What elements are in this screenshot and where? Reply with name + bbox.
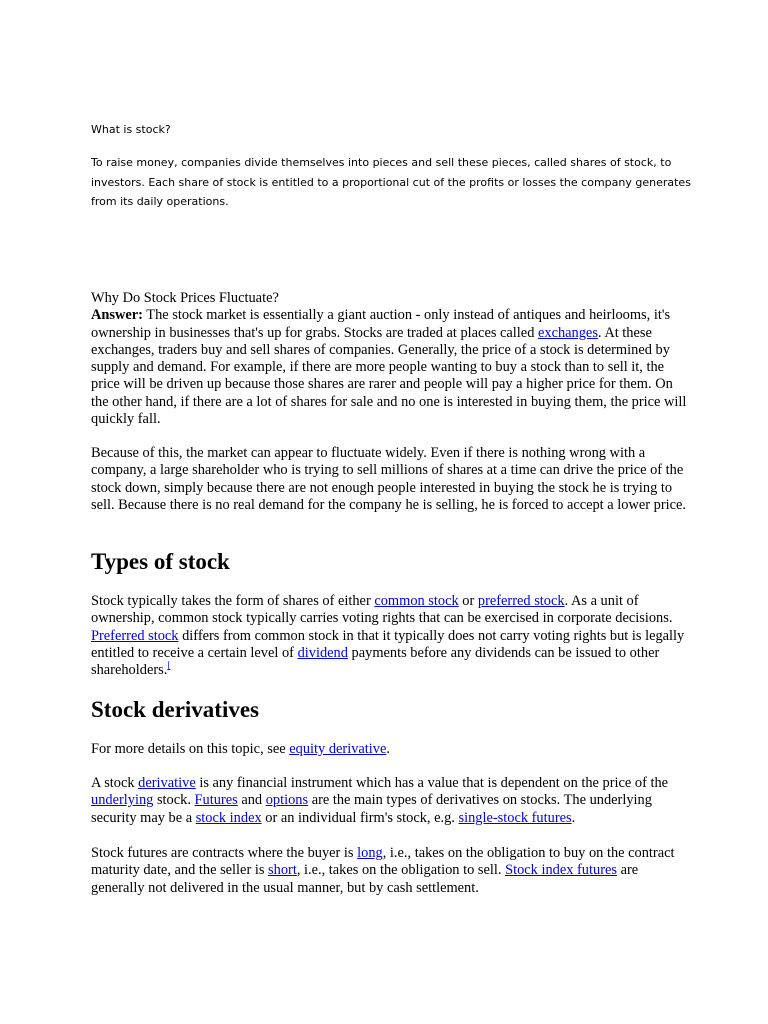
- see-also-end: .: [386, 741, 390, 757]
- intro-question: What is stock?: [91, 123, 171, 136]
- link-short[interactable]: short: [268, 862, 297, 879]
- types-text-1: Stock typically takes the form of shares of either: [91, 593, 375, 609]
- deriv-text-f: or an individual firm's stock, e.g.: [261, 809, 459, 826]
- fluctuate-title: Why Do Stock Prices Fluctuate?: [91, 290, 279, 306]
- derivatives-paragraph: [91, 775, 691, 827]
- link-options[interactable]: options: [265, 792, 309, 809]
- link-exchanges[interactable]: exchanges: [537, 324, 598, 341]
- derivatives-see-also: [91, 741, 691, 758]
- futures-text-c: , i.e., takes on the obligation to sell.: [296, 862, 506, 879]
- link-stock-index[interactable]: stock index: [195, 809, 262, 826]
- see-also-text: For more details on this topic, see: [91, 741, 290, 757]
- deriv-text-g: .: [571, 809, 576, 826]
- deriv-text-a: A stock: [91, 775, 139, 791]
- fluctuate-section: [91, 290, 691, 428]
- deriv-text-e: are the main types of derivatives on stocks. The underlying security may be a: [91, 792, 652, 826]
- deriv-text-d: and: [237, 792, 266, 809]
- types-text-4: differs from common stock in that it typically does not carry voting rights but is legally entitled to receive a certain level of: [91, 627, 685, 661]
- link-dividend[interactable]: dividend: [297, 644, 348, 661]
- deriv-text-c: stock.: [153, 792, 195, 809]
- link-derivative[interactable]: derivative: [138, 775, 196, 791]
- fluctuate-text-2: . At these exchanges, traders buy and sell shares of companies. Generally, the price of a stock is determined by supply and demand. For example, if there are more people wanting to buy a stock than to sell it, the price will be driven up because those shares are rarer and people will pay a higher price for them. On the other hand, if there are a lot of shares for sale and no one is interested in buying them, the price will quickly fall.: [91, 324, 687, 428]
- link-equity-derivative[interactable]: equity derivative: [289, 741, 387, 757]
- link-preferred-stock[interactable]: preferred stock: [477, 593, 565, 609]
- deriv-text-b: is any financial instrument which has a value that is dependent on the price of the: [195, 775, 669, 791]
- answer-label: Answer:: [91, 307, 143, 324]
- link-stock-index-futures[interactable]: Stock index futures: [505, 862, 617, 879]
- link-single-stock-futures[interactable]: single-stock futures: [458, 809, 572, 826]
- futures-paragraph: [91, 845, 691, 897]
- fluctuate-paragraph-2: Because of this, the market can appear to fluctuate widely. Even if there is nothing wrong with a company, a large shareholder who is trying to sell millions of shares at a time can drive the price of the stock down, simply because there are not enough people interested in buying the stock he is trying to sell. Because there is no real demand for the company he is selling, he is forced to accept a lower price.: [91, 445, 686, 513]
- intro-paragraph: To raise money, companies divide themselves into pieces and sell these pieces, called shares of stock, to investors. Each share of stock is entitled to a proportional cut of the profits or losses the company generates from its daily operations.: [91, 156, 691, 208]
- citation-link[interactable]: [: [167, 660, 171, 671]
- link-futures[interactable]: Futures: [194, 792, 238, 809]
- link-common-stock[interactable]: common stock: [374, 593, 459, 609]
- types-paragraph: [91, 593, 691, 679]
- futures-text-b: , i.e., takes on the obligation to buy on the contract maturity date, and the seller is: [91, 845, 675, 879]
- types-text-5: payments before any dividends can be issued to other shareholders.: [91, 644, 660, 679]
- types-text-3: . As a unit of ownership, common stock typically carries voting rights that can be exercised in corporate decisions.: [91, 593, 673, 627]
- link-preferred-stock-2[interactable]: Preferred stock: [91, 627, 179, 644]
- types-heading: Types of stock: [91, 549, 230, 574]
- futures-text-d: are generally not delivered in the usual manner, but by cash settlement.: [91, 862, 639, 896]
- derivatives-heading: Stock derivatives: [91, 697, 260, 722]
- link-underlying[interactable]: underlying: [91, 792, 154, 809]
- fluctuate-text-1: The stock market is essentially a giant auction - only instead of antiques and heirlooms, it's ownership in businesses that's up for grabs. Stocks are traded at places called: [91, 307, 671, 341]
- types-text-2: or: [458, 593, 478, 609]
- link-long[interactable]: long: [357, 845, 383, 861]
- futures-text-a: Stock futures are contracts where the buyer is: [91, 845, 358, 861]
